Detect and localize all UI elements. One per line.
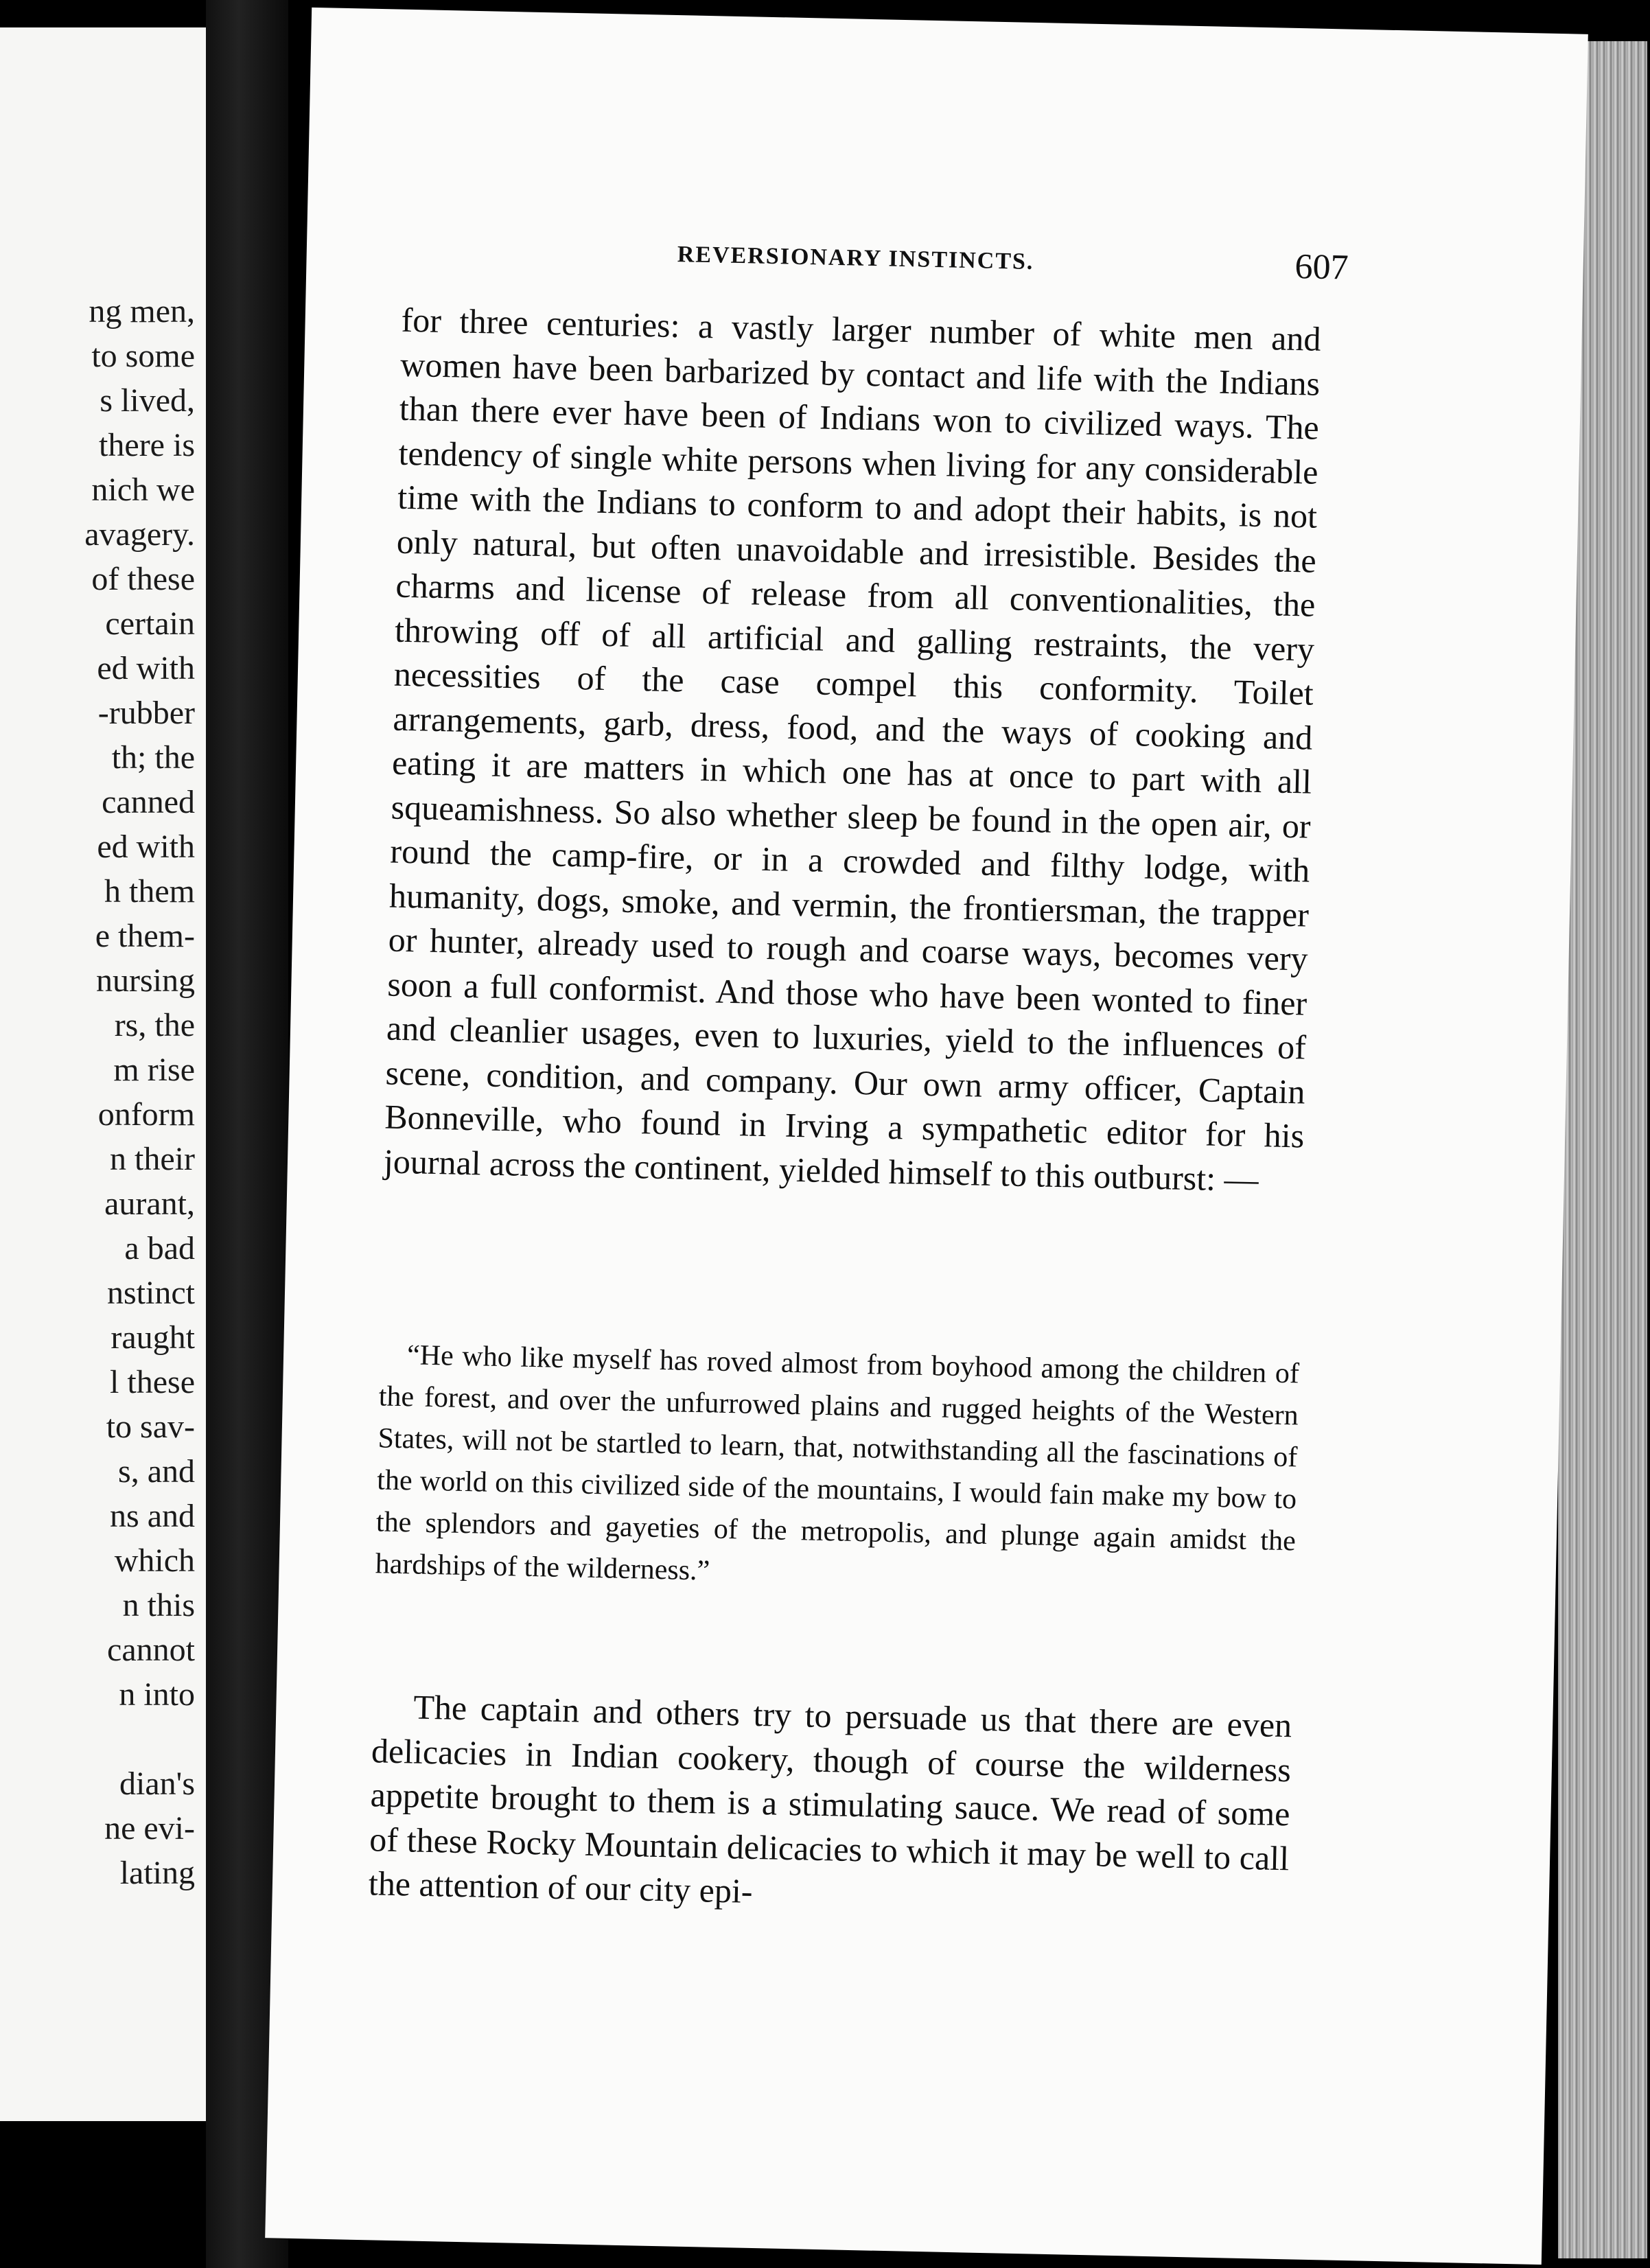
facing-page-left <box>0 27 206 2121</box>
closing-paragraph <box>368 1684 1292 1924</box>
left-page-line-fragment: aurant, <box>104 1185 195 1222</box>
left-page-line-fragment: e them- <box>95 918 195 954</box>
left-page-line-fragment: n this <box>122 1587 195 1623</box>
left-page-line-fragment: ed with <box>97 650 195 686</box>
running-head: REVERSIONARY INSTINCTS. <box>677 242 1034 275</box>
left-page-line-fragment: ed with <box>97 829 195 865</box>
left-page-line-fragment: ng men, <box>89 293 195 329</box>
left-page-line-fragment: dian's <box>119 1766 195 1802</box>
left-page-line-fragment: certain <box>105 605 195 642</box>
left-page-line-fragment: n their <box>110 1141 195 1177</box>
left-page-line-fragment: a bad <box>124 1230 195 1266</box>
left-page-line-fragment: avagery. <box>84 516 195 553</box>
main-paragraph <box>383 298 1321 1203</box>
left-page-line-fragment: onform <box>97 1096 195 1133</box>
block-quotation <box>375 1334 1299 1604</box>
left-page-line-fragment: lating <box>119 1855 195 1891</box>
left-page-line-fragment: s, and <box>118 1453 195 1490</box>
left-page-line-fragment: raught <box>111 1319 195 1356</box>
left-page-line-fragment: th; the <box>111 739 195 776</box>
left-page-line-fragment: ns and <box>110 1498 195 1534</box>
left-page-line-fragment: to some <box>91 338 195 374</box>
left-page-line-fragment: which <box>114 1542 195 1579</box>
left-page-line-fragment: ne evi- <box>104 1810 195 1847</box>
left-page-line-fragment: nursing <box>96 962 195 999</box>
left-page-line-fragment: rs, the <box>114 1007 195 1043</box>
book-page <box>265 8 1588 2265</box>
left-page-line-fragment: cannot <box>107 1632 195 1668</box>
left-page-line-fragment: canned <box>102 784 195 820</box>
left-page-line-fragment: -rubber <box>97 695 195 731</box>
closing-paragraph-text: The captain and others try to persuade us that there are even delicacies in Indian cookery, though of course the wilderness appetite brought to them is a stimulating sauce. We read of some of these Rocky Mountain delicacies to which it may be well to call the attention of our city epi- <box>368 1687 1292 1910</box>
left-page-line-fragment: nstinct <box>107 1275 195 1311</box>
left-page-line-fragment: to sav- <box>106 1409 195 1445</box>
left-page-line-fragment: h them <box>104 873 195 910</box>
left-page-line-fragment: of these <box>91 561 195 597</box>
left-page-line-fragment: l these <box>110 1364 195 1400</box>
quotation-text: “He who like myself has roved almost from boyhood among the children of the forest, and over the unfurrowed plains and rugged heights of the Western States, will not be startled to learn, that, notwithstanding all the fascinations of the world on this civilized side of the mountains, I would fain make my bow to the splendors and gayeties of the metropolis, and plunge again amidst the hardships of the wilderness.” <box>375 1339 1300 1587</box>
left-page-line-fragment: nich we <box>91 472 195 508</box>
left-page-line-fragment: m rise <box>113 1052 195 1088</box>
left-page-line-fragment: n into <box>119 1676 195 1713</box>
page-number: 607 <box>1294 246 1349 288</box>
left-page-line-fragment: s lived, <box>100 382 195 419</box>
left-page-line-fragment: there is <box>99 427 195 463</box>
main-paragraph-text: for three centuries: a vastly larger number of white men and women have been barbarized by contact and life with the Indians than there ever have been of Indians won to civilized ways. The tendency of single white persons when living for any considerable time with the Indians to conform to and adopt their habits, is not only natural, but often unavoidable and irresistible. Besides the charms and license of release from all conventionalities, the throwing off of all artificial and galling restraints, the very necessities of the case compel this conformity. Toilet arrangements, garb, dress, food, and the ways of cooking and eating it are matters in which one has at once to part with all squeamishness. So also whether sleep be found in the open air, or round the camp-fire, or in a crowded and filthy lodge, with humanity, dogs, smoke, and vermin, the frontiersman, the trapper or hunter, already used to rough and coarse ways, becomes very soon a full conformist. And those who have been wonted to finer and cleanlier usages, even to luxuries, yield to the influences of scene, condition, and company. Our own army officer, Captain Bonneville, who found in Irving a sympathetic editor for his journal across the continent, yielded himself to this outburst: — <box>383 300 1322 1199</box>
